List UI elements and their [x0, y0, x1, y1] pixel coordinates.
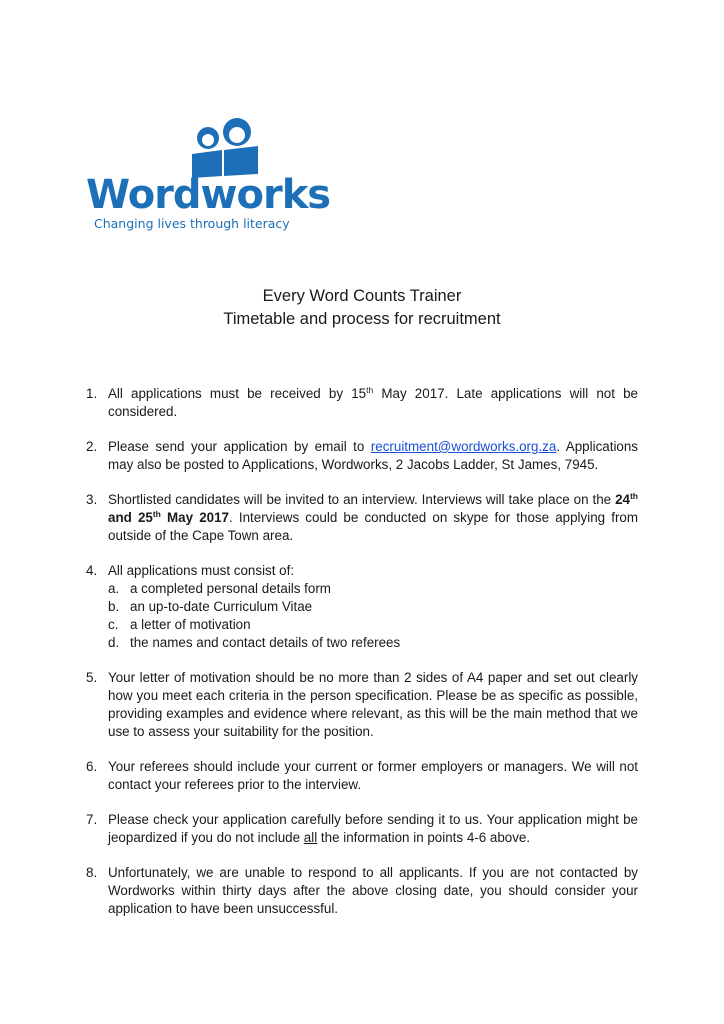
- reading-children-icon: [186, 116, 278, 178]
- item-number: 6.: [86, 759, 98, 774]
- item-number: 3.: [86, 492, 98, 507]
- sub-item: a. a completed personal details form: [108, 581, 331, 596]
- list-item: [86, 669, 638, 741]
- list-item: [86, 491, 638, 545]
- item-number: 2.: [86, 439, 98, 454]
- interview-dates: 24th and 25th May 2017: [108, 491, 638, 525]
- item-text: Your letter of motivation should be no more than 2 sides of A4 paper and set out clearly how you meet each criteria in the person specification. Please be as specific as possible, providing examples and evidence where relevant, as this will be the main method that we use to assess your suitability for the position.: [108, 670, 638, 739]
- list-item: [86, 864, 638, 918]
- item-text: All applications must be received by 15th May 2017. Late applications will not be considered.: [108, 385, 638, 419]
- email-link[interactable]: recruitment@wordworks.org.za: [370, 439, 557, 454]
- logo-tagline: Changing lives through literacy: [94, 216, 290, 231]
- item-number: 8.: [86, 865, 98, 880]
- wordworks-logo: [86, 116, 331, 236]
- list-item: [86, 758, 638, 794]
- list-item: [86, 562, 638, 652]
- list-item: [86, 385, 638, 421]
- title-line-2: Timetable and process for recruitment: [223, 310, 501, 328]
- item-text: Unfortunately, we are unable to respond to all applicants. If you are not contacted by Wordworks within thirty days after the above closing date, you should consider your application to have been unsuccessful.: [108, 865, 638, 916]
- item-text: All applications must consist of:: [108, 563, 295, 578]
- list-item: [86, 438, 638, 474]
- document-title: [0, 285, 724, 331]
- item-number: 1.: [86, 386, 98, 401]
- item-number: 7.: [86, 812, 98, 827]
- sub-item: c. a letter of motivation: [108, 617, 251, 632]
- sub-item: b. an up-to-date Curriculum Vitae: [108, 599, 313, 614]
- item-number: 4.: [86, 563, 98, 578]
- logo-wordmark: Wordworks: [86, 172, 331, 218]
- numbered-list: [86, 385, 638, 935]
- item-text: Your referees should include your current or former employers or managers. We will not contact your referees prior to the interview.: [108, 759, 638, 792]
- sub-item: d. the names and contact details of two referees: [108, 635, 401, 650]
- title-line-1: Every Word Counts Trainer: [262, 287, 462, 305]
- item-text: Please send your application by email to recruitment@wordworks.org.za. Applications may also be posted to Applications, Wordworks, 2 Jacobs Ladder, St James, 7945.: [108, 439, 639, 472]
- item-text: Shortlisted candidates will be invited to an interview. Interviews will take place on the 24th and 25th May 2017. Interviews could be conducted on skype for those applying from outside of the Cape Town area.: [108, 491, 639, 543]
- item-number: 5.: [86, 670, 98, 685]
- list-item: [86, 811, 638, 847]
- item-text: Please check your application carefully before sending it to us. Your application might be jeopardized if you do not include all the information in points 4-6 above.: [108, 812, 638, 845]
